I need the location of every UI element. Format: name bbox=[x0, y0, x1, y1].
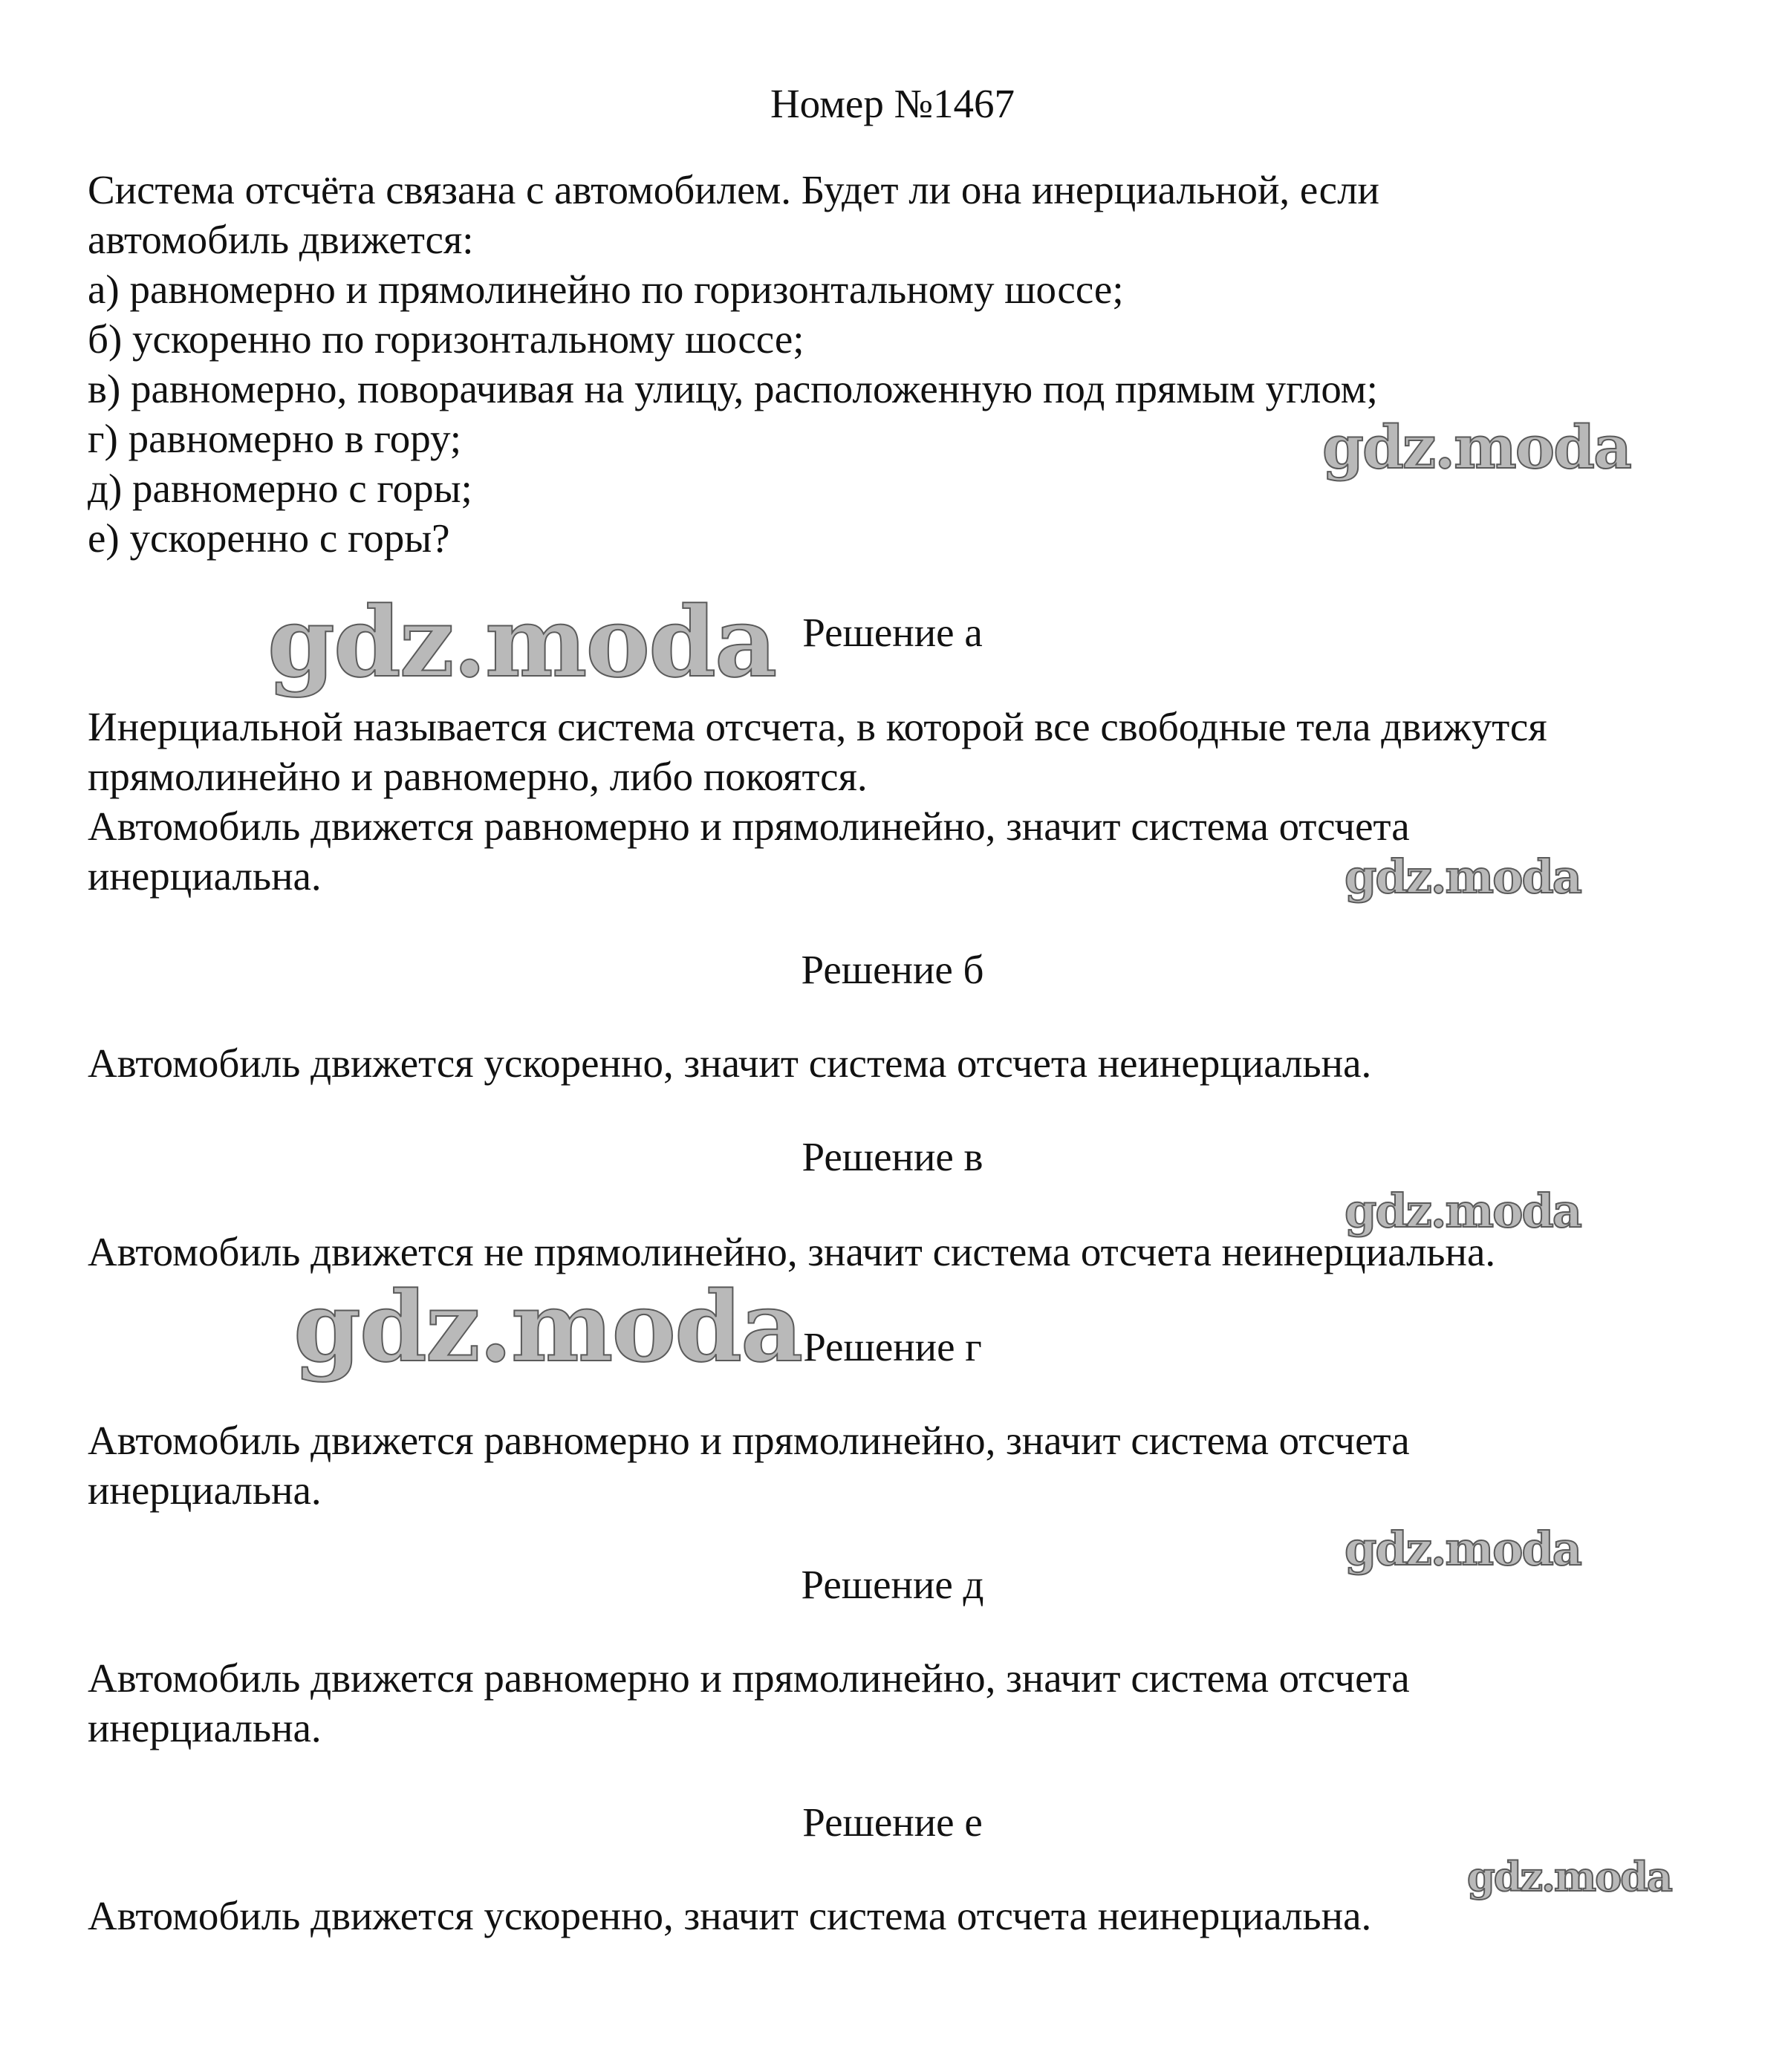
solution-line: Автомобиль движется равномерно и прямолинейно, значит система отсчета bbox=[88, 1418, 1410, 1463]
solution-line: Автомобиль движется равномерно и прямолинейно, значит система отсчета bbox=[88, 1655, 1410, 1701]
solution-line: инерциальна. bbox=[88, 1467, 322, 1513]
question-item-d: д) равномерно с горы; bbox=[88, 466, 472, 511]
watermark-logo: gdz.moda bbox=[293, 1270, 802, 1384]
page-title: Номер №1467 bbox=[770, 81, 1015, 126]
question-item-e: е) ускоренно с горы? bbox=[88, 515, 450, 561]
watermark-logo: gdz.moda bbox=[1345, 1184, 1581, 1238]
question-item-b: б) ускоренно по горизонтальному шоссе; bbox=[88, 316, 804, 362]
solution-line: инерциальна. bbox=[88, 853, 322, 899]
solution-heading: Решение а bbox=[802, 610, 983, 655]
question-line: Система отсчёта связана с автомобилем. Будет ли она инерциальной, если bbox=[88, 167, 1379, 212]
solution-line: прямолинейно и равномерно, либо покоятся. bbox=[88, 754, 868, 799]
watermark-logo: gdz.moda bbox=[1322, 412, 1630, 482]
solution-line: инерциальна. bbox=[88, 1705, 322, 1750]
question-line: автомобиль движется: bbox=[88, 217, 474, 262]
watermark-logo: gdz.moda bbox=[1345, 850, 1581, 904]
solution-line: Автомобиль движется ускоренно, значит система отсчета неинерциальна. bbox=[88, 1893, 1372, 1938]
solution-line: Автомобиль движется не прямолинейно, значит система отсчета неинерциальна. bbox=[88, 1229, 1496, 1274]
watermark-logo: gdz.moda bbox=[267, 585, 776, 699]
solution-line: Автомобиль движется равномерно и прямолинейно, значит система отсчета bbox=[88, 804, 1410, 849]
solution-heading: Решение в bbox=[802, 1134, 983, 1179]
question-item-g: г) равномерно в гору; bbox=[88, 416, 462, 461]
solution-heading: Решение г bbox=[803, 1324, 982, 1369]
solution-heading: Решение е bbox=[802, 1799, 983, 1845]
solution-heading: Решение б bbox=[801, 947, 984, 992]
solution-heading: Решение д bbox=[801, 1562, 984, 1607]
watermark-logo: gdz.moda bbox=[1467, 1853, 1671, 1900]
question-item-a: а) равномерно и прямолинейно по горизонтальному шоссе; bbox=[88, 267, 1124, 312]
question-item-v: в) равномерно, поворачивая на улицу, расположенную под прямым углом; bbox=[88, 366, 1378, 411]
watermark-logo: gdz.moda bbox=[1345, 1522, 1581, 1576]
solution-line: Автомобиль движется ускоренно, значит система отсчета неинерциальна. bbox=[88, 1040, 1372, 1086]
solution-line: Инерциальной называется система отсчета, в которой все свободные тела движутся bbox=[88, 704, 1547, 749]
